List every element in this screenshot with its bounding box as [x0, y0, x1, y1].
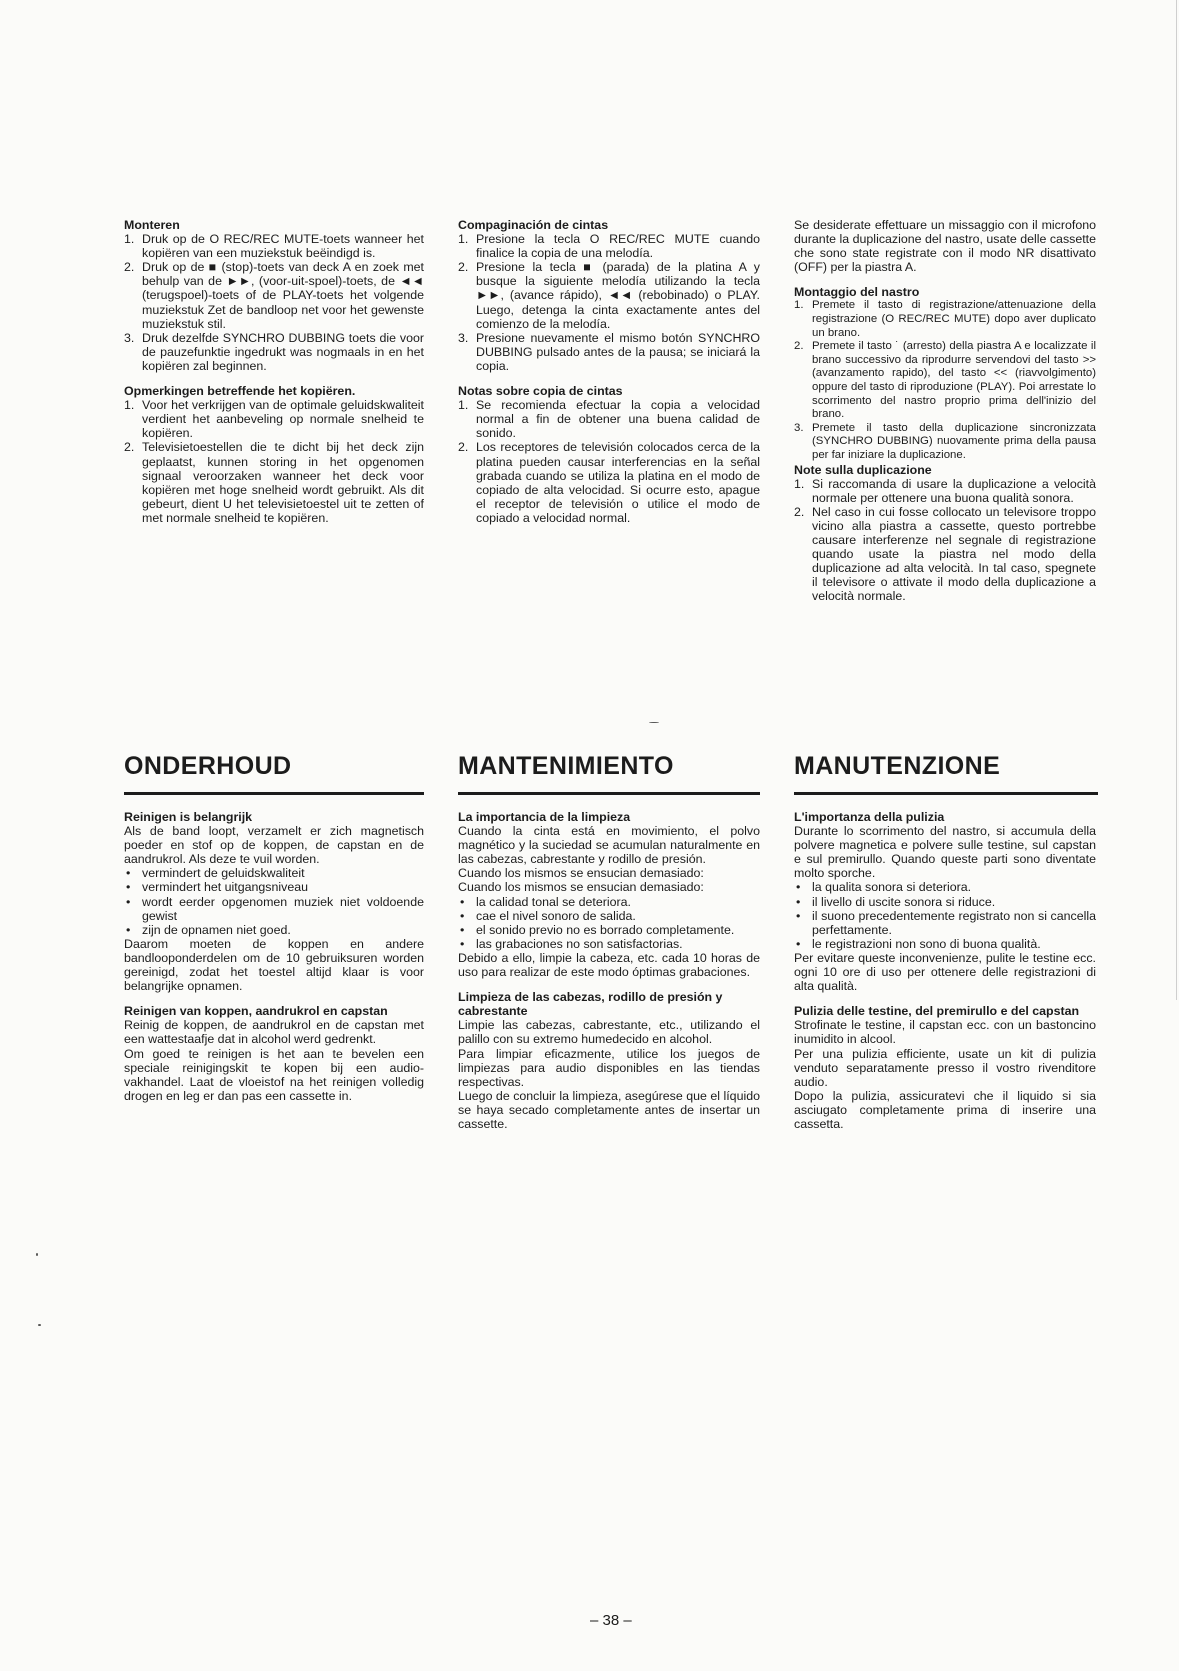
- list-item: 2. Presione la tecla ■ (parada) de la platina A y busque la siguiente melodía utilizando la tecla ►►, (avance rápido), ◄◄ (rebobinado) o PLAY. Luego, detenga la cinta exactamente antes del comienzo de la melodía.: [458, 260, 760, 331]
- list-item: 1. Si raccomanda di usare la duplicazione a velocità normale per ottenere una buona qualità sonora.: [794, 476, 1096, 505]
- list-item: • vermindert de geluidskwaliteit: [126, 866, 305, 881]
- nl-title-rule: [124, 792, 424, 795]
- it-testine-heading: Pulizia delle testine, del premirullo e del capstan: [794, 1004, 1080, 1019]
- it-note-heading: Note sulla duplicazione: [794, 462, 932, 477]
- nl-monteren-heading: Monteren: [124, 218, 180, 232]
- it-testine-p3: Dopo la pulizia, assicuratevi che il liquido si sia asciugato completamente prima di inserire una cassetta.: [794, 1088, 1096, 1131]
- es-importancia-heading: La importancia de la limpieza: [458, 810, 631, 824]
- list-item: 2. Nel caso in cui fosse collocato un televisore troppo vicino alla piastra a cassette, questo portrebbe causare interferenze nel segnale di registrazione quando usate la piastra nel modo della duplicazione ad alta velocità. In tal caso, spegnete il televisore o attivate il modo della duplicazione a velocità normale.: [794, 504, 1096, 604]
- list-item: • la calidad tonal se deteriora.: [460, 894, 631, 909]
- it-pulizia-bullets: [794, 880, 1096, 950]
- page-number: – 38 –: [590, 1612, 632, 1629]
- list-item: 1. Presione la tecla O REC/REC MUTE cuando finalice la copia de una melodía.: [458, 232, 760, 261]
- nl-koppen-heading: Reinigen van koppen, aandrukrol en capstan: [124, 1004, 388, 1019]
- list-item: 2. Druk op de ■ (stop)-toets van deck A en zoek met behulp van de ►►, (voor-uit-spoel)-toets, de ◄◄ (terugspoel)-toets of de PLAY-toets het volgende muziekstuk Zet de bandloop net voor het gewenste muziekstuk stil.: [124, 260, 424, 331]
- es-top-column: [458, 218, 760, 525]
- it-intro-paragraph: Se desiderate effettuare un missaggio con il microfono durante la duplicazione del nastro, usate delle cassette che sono state registrate con il modo NR disattivato (OFF) per la piastra A.: [794, 218, 1096, 275]
- it-section-title: MANUTENZIONE: [794, 752, 1001, 780]
- list-item: 1. Druk op de O REC/REC MUTE-toets wanneer het kopiëren van een muziekstuk beëindigd is.: [124, 232, 424, 261]
- es-bottom-column: [458, 810, 760, 1131]
- it-montaggio-list: [794, 299, 1096, 462]
- scan-edge-line: [1176, 0, 1177, 1000]
- es-title-rule: [458, 792, 760, 795]
- it-title-rule: [794, 792, 1098, 795]
- scan-speck: [36, 1253, 38, 1256]
- list-item: • el sonido previo no es borrado completamente.: [460, 922, 735, 937]
- list-item: 2. Premete il tasto ˙ (arresto) della piastra A e localizzate il brano successivo da riprodurre servendovi del tasto >> (avanzamento rapido), del tasto << (riavvolgimento) oppure del tasto di riproduzione (PLAY). Poi arrestate lo scorrimento del nastro proprio prima dell'inizio del brano.: [794, 340, 1096, 421]
- scan-speck: [38, 1324, 41, 1326]
- list-item: 3. Premete il tasto della duplicazione sincronizzata (SYNCHRO DUBBING) nuovamente prima della pausa per far iniziare la duplicazione.: [794, 421, 1096, 461]
- nl-reinigen-heading: Reinigen is belangrijk: [124, 810, 253, 824]
- es-importancia-repeat-1: Cuando los mismos se ensucian demasiado:: [458, 866, 704, 881]
- nl-koppen-p1: Reinig de koppen, de aandrukrol en de capstan met een wattestaafje dat in alcohol werd gedrenkt.: [124, 1018, 424, 1047]
- list-item: • wordt eerder opgenomen muziek niet voldoende gewist: [126, 894, 424, 923]
- list-item: 1. Voor het verkrijgen van de optimale geluidskwaliteit verdient het aanbeveling op normale snelheid te kopiëren.: [124, 398, 424, 441]
- nl-section-title: ONDERHOUD: [124, 752, 292, 780]
- nl-koppen-p2: Om goed te reinigen is het aan te bevelen een speciale reinigingskit te kopen bij een audio-vakhandel. Laat de vloeistof na het reinigen volledig drogen en leg er dan pas een cassette in.: [124, 1046, 424, 1103]
- es-limpieza-p1: Limpie las cabezas, cabrestante, etc., utilizando el palillo con su extremo humedecido en alcohol.: [458, 1018, 760, 1047]
- nl-reinigen-outro: Daarom moeten de koppen en andere bandlooponderdelen om de 10 gebruiksuren worden gereinigd, zodat het toestel altijd klaar is voor belangrijke opnamen.: [124, 936, 424, 994]
- list-item: • zijn de opnamen niet goed.: [126, 922, 291, 937]
- list-item: 2. Los receptores de televisión colocados cerca de la platina pueden causar interferencias en la señal grabada cuando se utiliza la platina en el modo de copiado de alta velocidad. Si ocurre esto, apague el receptor de televisión o utilice el modo de copiado a velocidad normal.: [458, 440, 760, 525]
- list-item: 3. Presione nuevamente el mismo botón SYNCHRO DUBBING pulsado antes de la pausa; se iniciará la copia.: [458, 330, 760, 373]
- es-importancia-outro: Debido a ello, limpie la cabeza, etc. cada 10 horas de uso para realizar de este modo óptimas grabaciones.: [458, 950, 760, 980]
- nl-opmerkingen-list: [124, 398, 424, 525]
- it-pulizia-intro: Durante lo scorrimento del nastro, si accumula della polvere magnetica e polvere sulle testine, sul capstan e sul premirullo. Quando queste parti sono diventate molto sporche.: [794, 824, 1096, 881]
- nl-reinigen-bullets: [124, 866, 424, 936]
- list-item: 3. Druk dezelfde SYNCHRO DUBBING toets die voor de pauzefunktie ingedrukt was nogmaals in en het kopiëren zal beginnen.: [124, 330, 424, 373]
- it-top-column: [794, 218, 1096, 604]
- es-limpieza-heading: Limpieza de las cabezas, rodillo de presión y cabrestante: [458, 990, 723, 1019]
- es-section-title: MANTENIMIENTO: [458, 752, 674, 780]
- nl-bottom-column: [124, 810, 424, 1103]
- it-pulizia-outro: Per evitare queste inconvenienze, pulite le testine ecc. ogni 10 ore di uso per ottenere delle registrazioni di alta qualità.: [794, 950, 1096, 994]
- it-pulizia-heading: L'importanza della pulizia: [794, 810, 945, 824]
- es-notas-list: [458, 398, 760, 525]
- list-item: 1. Premete il tasto di registrazione/attenuazione della registrazione (O REC/REC MUTE) dopo aver duplicato un brano.: [794, 299, 1096, 339]
- list-item: • il livello di uscite sonora si riduce.: [796, 894, 996, 909]
- list-item: • il suono precedentemente registrato non si cancella perfettamente.: [796, 908, 1096, 937]
- list-item: • las grabaciones no son satisfactorias.: [460, 936, 683, 951]
- it-montaggio-heading: Montaggio del nastro: [794, 285, 920, 300]
- list-item: • la qualita sonora si deteriora.: [796, 880, 972, 895]
- list-item: 1. Se recomienda efectuar la copia a velocidad normal a fin de obtener una buena calidad de sonido.: [458, 398, 760, 441]
- list-item: • vermindert het uitgangsniveau: [126, 880, 308, 895]
- list-item: 2. Televisietoestellen die te dicht bij het deck zijn geplaatst, kunnen storing in het opgenomen signaal veroorzaken wanneer het deck voor kopiëren met hoge snelheid wordt gebruikt. Als dit gebeurt, dient U het televisietoestel uit te zetten of met normale snelheid te kopiëren.: [124, 440, 424, 525]
- nl-monteren-list: [124, 232, 424, 373]
- list-item: • cae el nivel sonoro de salida.: [460, 908, 636, 923]
- es-limpieza-p3: Luego de concluir la limpieza, asegúrese que el líquido se haya secado completamente antes de insertar un cassette.: [458, 1088, 760, 1131]
- nl-reinigen-intro: Als de band loopt, verzamelt er zich magnetisch poeder en stof op de koppen, de capstan en de aandrukrol. Als deze te vuil worden.: [124, 824, 424, 867]
- es-limpieza-p2: Para limpiar eficazmente, utilice los juegos de limpiezas para audio disponibles en las tiendas respectivas.: [458, 1046, 760, 1089]
- es-notas-heading: Notas sobre copia de cintas: [458, 384, 623, 399]
- it-note-list: [794, 477, 1096, 604]
- nl-opmerkingen-heading: Opmerkingen betreffende het kopiëren.: [124, 384, 356, 399]
- it-testine-p1: Strofinate le testine, il capstan ecc. con un bastoncino inumidito in alcool.: [794, 1018, 1096, 1047]
- list-item: • le registrazioni non sono di buona qualità.: [796, 936, 1041, 951]
- es-compaginacion-heading: Compaginación de cintas: [458, 218, 609, 232]
- it-bottom-column: [794, 810, 1096, 1131]
- nl-top-column: [124, 218, 424, 525]
- es-importancia-repeat-2: Cuando los mismos se ensucian demasiado:: [458, 880, 704, 895]
- es-importancia-bullets: [458, 895, 760, 951]
- es-compaginacion-list: [458, 232, 760, 373]
- es-importancia-intro: Cuando la cinta está en movimiento, el polvo magnético y la suciedad se acumulan naturalmente en las cabezas, cabrestante y rodillo de presión.: [458, 824, 760, 867]
- scan-speck: [649, 722, 659, 723]
- it-testine-p2: Per una pulizia efficiente, usate un kit di pulizia venduto separatamente presso il vostro rivenditore audio.: [794, 1046, 1096, 1089]
